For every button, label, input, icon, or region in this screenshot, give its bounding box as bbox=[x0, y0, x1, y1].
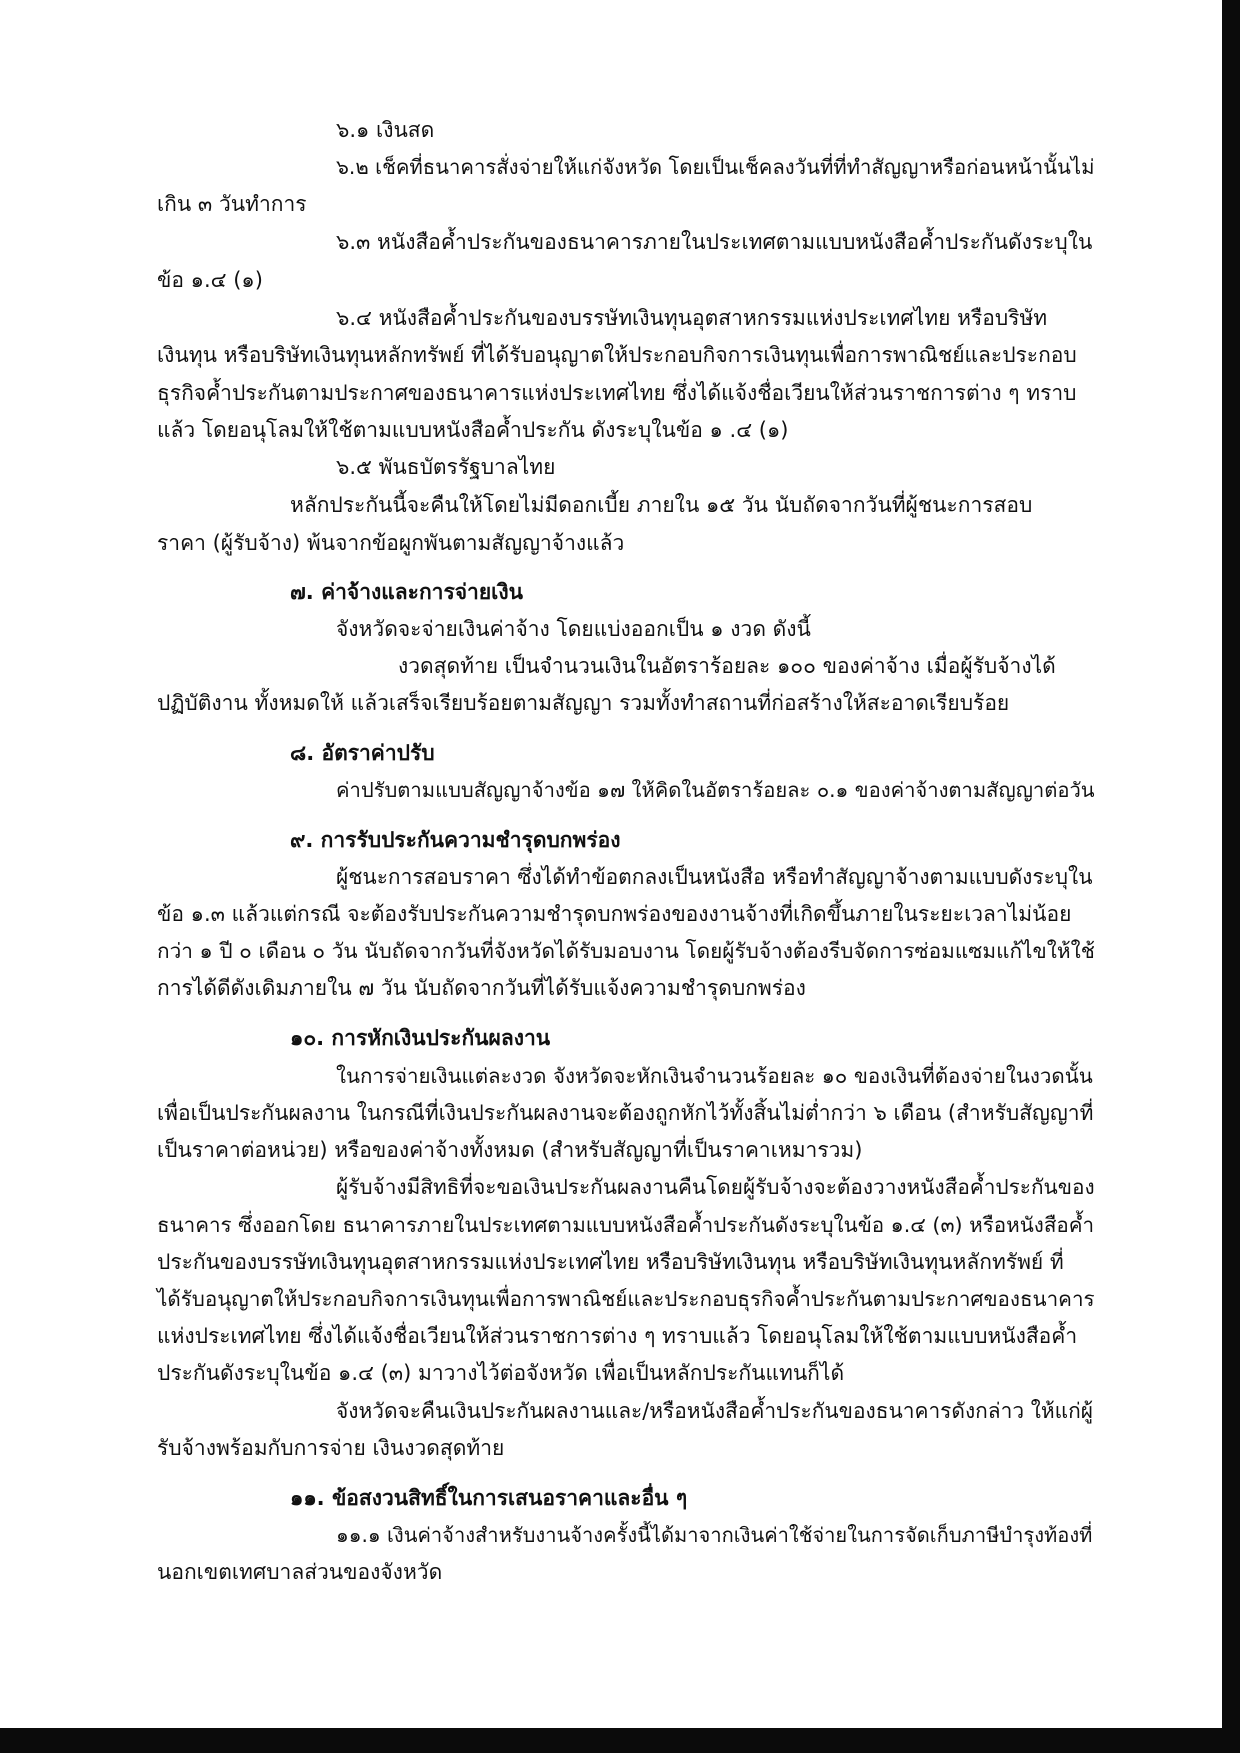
text-line: ๖.๒ เช็คที่ธนาคารสั่งจ่ายให้แก่จังหวัด โดยเป็นเช็คลงวันที่ที่ทำสัญญาหรือก่อนหน้านั้นไม่ bbox=[336, 155, 1095, 179]
section-heading: ๑๑. ข้อสงวนสิทธิ์ในการเสนอราคาและอื่น ๆ bbox=[290, 1486, 688, 1510]
text-line: ค่าปรับตามแบบสัญญาจ้างข้อ ๑๗ ให้คิดในอัตราร้อยละ ๐.๑ ของค่าจ้างตามสัญญาต่อวัน bbox=[336, 778, 1095, 802]
text-line: ธุรกิจค้ำประกันตามประกาศของธนาคารแห่งประเทศไทย ซึ่งได้แจ้งชื่อเวียนให้ส่วนราชการต่าง ๆ ทราบ bbox=[157, 381, 1077, 405]
text-line: ปฏิบัติงาน ทั้งหมดให้ แล้วเสร็จเรียบร้อยตามสัญญา รวมทั้งทำสถานที่ก่อสร้างให้สะอาดเรียบร้อย bbox=[157, 691, 1010, 715]
text-line: การได้ดีดังเดิมภายใน ๗ วัน นับถัดจากวันที่ได้รับแจ้งความชำรุดบกพร่อง bbox=[157, 976, 806, 1000]
text-line: ข้อ ๑.๔ (๑) bbox=[157, 268, 263, 292]
text-line: ราคา (ผู้รับจ้าง) พ้นจากข้อผูกพันตามสัญญาจ้างแล้ว bbox=[157, 531, 625, 555]
text-line: ๖.๑ เงินสด bbox=[336, 118, 435, 142]
text-line: ๖.๕ พันธบัตรรัฐบาลไทย bbox=[336, 455, 556, 479]
text-line: ๖.๔ หนังสือค้ำประกันของบรรษัทเงินทุนอุตสาหกรรมแห่งประเทศไทย หรือบริษัท bbox=[336, 306, 1048, 330]
text-line: จังหวัดจะคืนเงินประกันผลงานและ/หรือหนังสือค้ำประกันของธนาคารดังกล่าว ให้แก่ผู้ bbox=[336, 1399, 1094, 1423]
section-heading: ๗. ค่าจ้างและการจ่ายเงิน bbox=[290, 580, 523, 604]
section-heading: ๑๐. การหักเงินประกันผลงาน bbox=[290, 1026, 551, 1050]
text-line: ประกันดังระบุในข้อ ๑.๔ (๓) มาวางไว้ต่อจังหวัด เพื่อเป็นหลักประกันแทนก็ได้ bbox=[157, 1361, 845, 1385]
text-line: เพื่อเป็นประกันผลงาน ในกรณีที่เงินประกันผลงานจะต้องถูกหักไว้ทั้งสิ้นไม่ต่ำกว่า ๖ เดือน (สำหรับสัญญาที่ bbox=[157, 1101, 1094, 1125]
text-line: ได้รับอนุญาตให้ประกอบกิจการเงินทุนเพื่อการพาณิชย์และประกอบธุรกิจค้ำประกันตามประกาศของธนาคาร bbox=[157, 1287, 1095, 1311]
text-line: ผู้ชนะการสอบราคา ซึ่งได้ทำข้อตกลงเป็นหนังสือ หรือทำสัญญาจ้างตามแบบดังระบุใน bbox=[336, 865, 1093, 889]
text-line: ข้อ ๑.๓ แล้วแต่กรณี จะต้องรับประกันความชำรุดบกพร่องของงานจ้างที่เกิดขึ้นภายในระยะเวลาไม่น้อย bbox=[157, 902, 1072, 926]
text-line: ในการจ่ายเงินแต่ละงวด จังหวัดจะหักเงินจำนวนร้อยละ ๑๐ ของเงินที่ต้องจ่ายในงวดนั้น bbox=[336, 1064, 1093, 1088]
text-line: นอกเขตเทศบาลส่วนของจังหวัด bbox=[157, 1560, 443, 1584]
text-line: แห่งประเทศไทย ซึ่งได้แจ้งชื่อเวียนให้ส่วนราชการต่าง ๆ ทราบแล้ว โดยอนุโลมให้ใช้ตามแบบหนังสือค้ำ bbox=[157, 1324, 1078, 1348]
text-line: ผู้รับจ้างมีสิทธิที่จะขอเงินประกันผลงานคืนโดยผู้รับจ้างจะต้องวางหนังสือค้ำประกันของ bbox=[336, 1175, 1095, 1199]
text-line: เป็นราคาต่อหน่วย) หรือของค่าจ้างทั้งหมด (สำหรับสัญญาที่เป็นราคาเหมารวม) bbox=[157, 1138, 863, 1162]
text-line: แล้ว โดยอนุโลมให้ใช้ตามแบบหนังสือค้ำประกัน ดังระบุในข้อ ๑ .๔ (๑) bbox=[157, 418, 789, 442]
scan-edge-right bbox=[1222, 0, 1240, 1753]
text-line: ๖.๓ หนังสือค้ำประกันของธนาคารภายในประเทศตามแบบหนังสือค้ำประกันดังระบุใน bbox=[336, 230, 1093, 254]
text-line: เงินทุน หรือบริษัทเงินทุนหลักทรัพย์ ที่ได้รับอนุญาตให้ประกอบกิจการเงินทุนเพื่อการพาณิชย์และประกอบ bbox=[157, 343, 1077, 367]
section-heading: ๙. การรับประกันความชำรุดบกพร่อง bbox=[290, 828, 621, 852]
text-line: เกิน ๓ วันทำการ bbox=[157, 192, 307, 216]
text-line: ประกันของบรรษัทเงินทุนอุตสาหกรรมแห่งประเทศไทย หรือบริษัทเงินทุน หรือบริษัทเงินทุนหลักทรัพย์ ที่ bbox=[157, 1250, 1064, 1274]
text-line: ๑๑.๑ เงินค่าจ้างสำหรับงานจ้างครั้งนี้ได้มาจากเงินค่าใช้จ่ายในการจัดเก็บภาษีบำรุงท้องที่ bbox=[336, 1523, 1093, 1547]
section-heading: ๘. อัตราค่าปรับ bbox=[290, 741, 435, 765]
text-line: ธนาคาร ซึ่งออกโดย ธนาคารภายในประเทศตามแบบหนังสือค้ำประกันดังระบุในข้อ ๑.๔ (๓) หรือหนังสือค้ำ bbox=[157, 1213, 1095, 1237]
text-line: รับจ้างพร้อมกับการจ่าย เงินงวดสุดท้าย bbox=[157, 1436, 505, 1460]
scan-edge-bottom bbox=[0, 1728, 1240, 1753]
text-line: จังหวัดจะจ่ายเงินค่าจ้าง โดยแบ่งออกเป็น ๑ งวด ดังนี้ bbox=[336, 617, 811, 641]
text-line: กว่า ๑ ปี ๐ เดือน ๐ วัน นับถัดจากวันที่จังหวัดได้รับมอบงาน โดยผู้รับจ้างต้องรีบจัดการซ่อมแซมแก้ไขให้ใช้ bbox=[157, 939, 1095, 963]
text-line: งวดสุดท้าย เป็นจำนวนเงินในอัตราร้อยละ ๑๐๐ ของค่าจ้าง เมื่อผู้รับจ้างได้ bbox=[398, 654, 1056, 678]
text-line: หลักประกันนี้จะคืนให้โดยไม่มีดอกเบี้ย ภายใน ๑๕ วัน นับถัดจากวันที่ผู้ชนะการสอบ bbox=[290, 493, 1033, 517]
